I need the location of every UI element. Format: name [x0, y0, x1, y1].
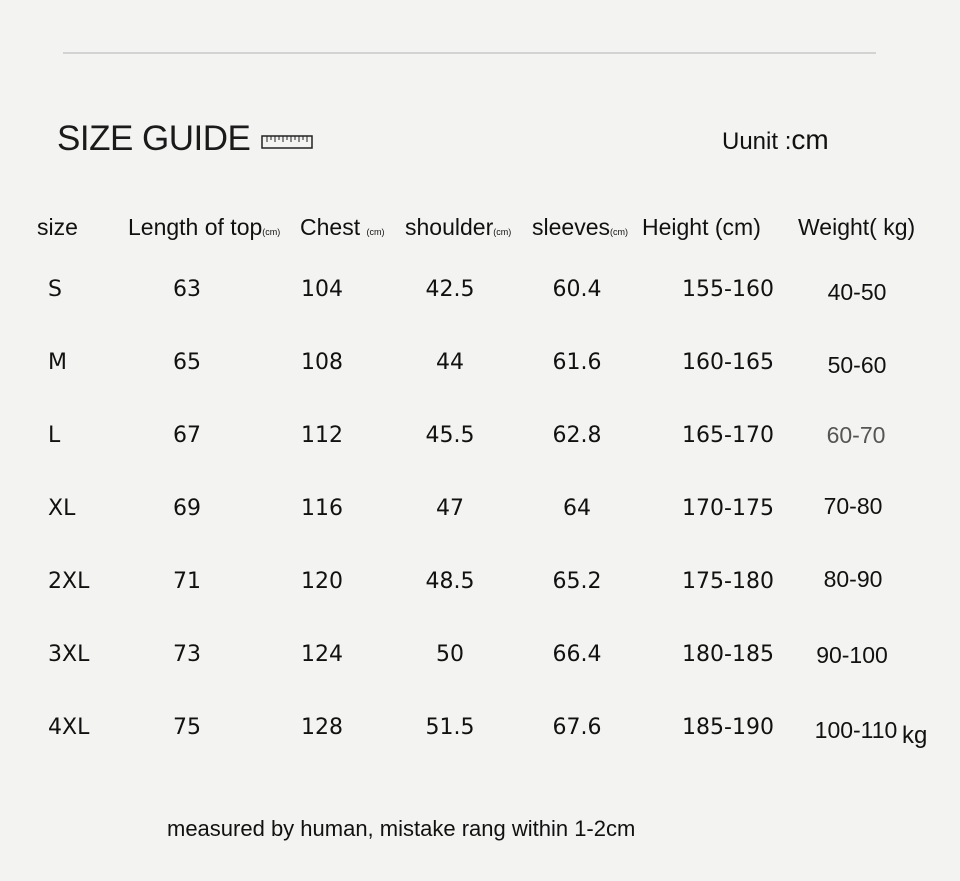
unit-prefix: Uunit : [722, 128, 792, 155]
cell-length: 63 [173, 277, 201, 302]
unit-value: cm [791, 124, 829, 155]
cell-sleeves: 66.4 [552, 642, 602, 667]
cell-chest: 128 [301, 715, 343, 740]
cell-sleeves: 65.2 [552, 569, 602, 594]
table-row-size: M [48, 350, 67, 375]
header-sleeves-unit: (cm) [609, 227, 628, 237]
cell-sleeves: 64 [563, 496, 591, 521]
cell-sleeves: 60.4 [552, 277, 602, 302]
cell-height: 155-160 [682, 277, 774, 302]
ruler-icon [261, 134, 313, 150]
cell-sleeves: 62.8 [552, 423, 602, 448]
header-length: Length of top(cm) [128, 214, 281, 240]
cell-weight: 70-80 [823, 493, 883, 519]
cell-weight: 60-70 [826, 422, 886, 448]
cell-height: 160-165 [682, 350, 774, 375]
table-row-size: S [48, 277, 62, 302]
weight-unit-suffix: kg [902, 722, 928, 749]
cell-length: 65 [173, 350, 201, 375]
table-row-size: 4XL [48, 715, 90, 740]
cell-chest: 108 [301, 350, 343, 375]
cell-height: 165-170 [682, 423, 774, 448]
cell-length: 67 [173, 423, 201, 448]
cell-height: 185-190 [682, 715, 774, 740]
cell-shoulder: 47 [436, 496, 464, 521]
cell-length: 75 [173, 715, 201, 740]
cell-weight: 100-110 [814, 717, 898, 743]
cell-weight: 40-50 [827, 279, 887, 305]
cell-shoulder: 44 [436, 350, 464, 375]
cell-chest: 116 [301, 496, 343, 521]
cell-height: 175-180 [682, 569, 774, 594]
top-divider [63, 52, 876, 54]
cell-height: 170-175 [682, 496, 774, 521]
header-weight: Weight( kg) [798, 214, 916, 240]
cell-sleeves: 61.6 [552, 350, 602, 375]
cell-shoulder: 48.5 [425, 569, 475, 594]
cell-weight: 50-60 [827, 352, 887, 378]
cell-length: 69 [173, 496, 201, 521]
cell-length: 71 [173, 569, 201, 594]
cell-height: 180-185 [682, 642, 774, 667]
cell-length: 73 [173, 642, 201, 667]
header-size: size [37, 214, 78, 240]
cell-chest: 124 [301, 642, 343, 667]
header-sleeves: sleeves(cm) [532, 214, 628, 240]
cell-sleeves: 67.6 [552, 715, 602, 740]
cell-shoulder: 45.5 [425, 423, 475, 448]
unit-label [722, 124, 829, 156]
cell-weight: 80-90 [823, 566, 883, 592]
header-chest: Chest (cm) [300, 214, 385, 240]
table-row-size: 3XL [48, 642, 90, 667]
cell-shoulder: 42.5 [425, 277, 475, 302]
header-length-unit: (cm) [262, 227, 281, 237]
cell-chest: 104 [301, 277, 343, 302]
cell-shoulder: 50 [436, 642, 464, 667]
cell-shoulder: 51.5 [425, 715, 475, 740]
table-row-size: 2XL [48, 569, 90, 594]
table-row-size: XL [48, 496, 76, 521]
page-title: SIZE GUIDE [57, 119, 251, 158]
header-chest-unit: (cm) [366, 227, 385, 237]
header-shoulder-unit: (cm) [493, 227, 512, 237]
cell-weight: 90-100 [816, 642, 888, 668]
header-height: Height (cm) [642, 214, 761, 240]
footnote: measured by human, mistake rang within 1-2cm [167, 816, 636, 841]
table-row-size: L [48, 423, 61, 448]
header-shoulder: shoulder(cm) [405, 214, 512, 240]
cell-chest: 112 [301, 423, 343, 448]
cell-chest: 120 [301, 569, 343, 594]
